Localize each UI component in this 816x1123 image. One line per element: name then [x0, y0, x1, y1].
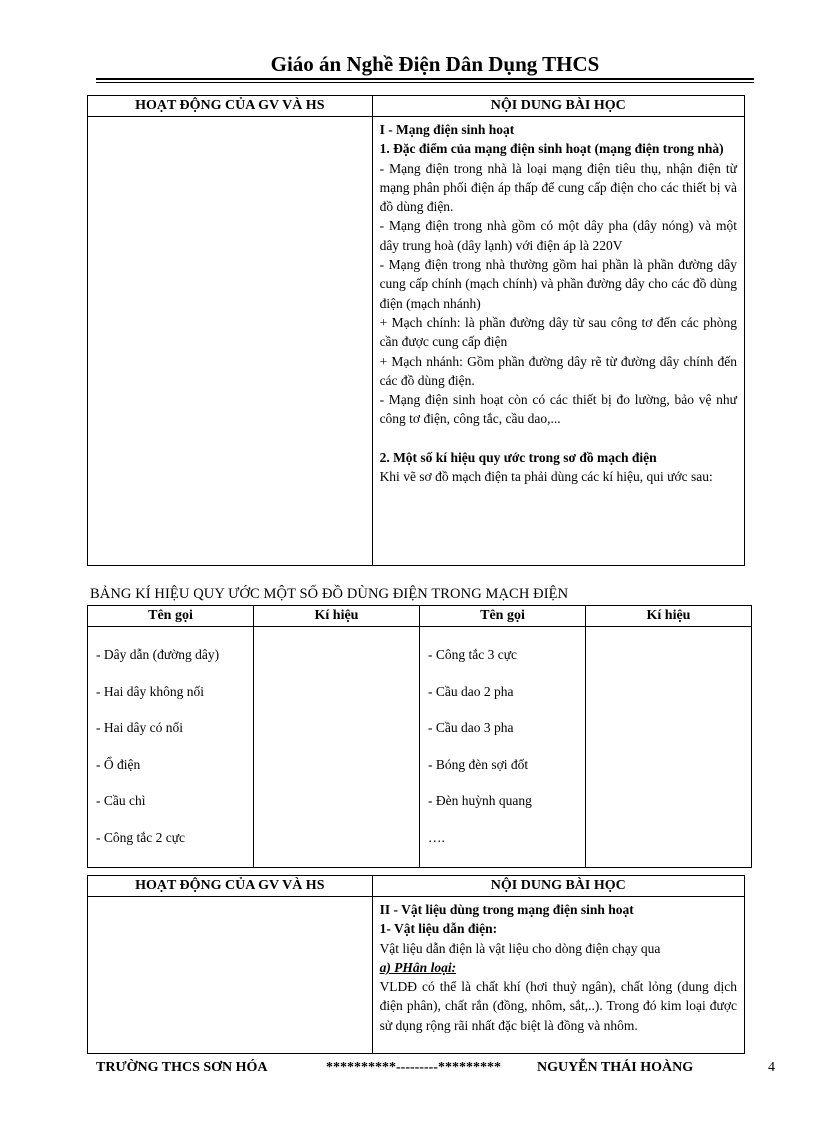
symbols-column-right: [586, 627, 752, 868]
footer-school: TRƯỜNG THCS SƠN HÓA: [96, 1060, 268, 1075]
list-item: - Hai dây có nối: [96, 720, 183, 736]
subsection-heading: a) PHân loại:: [379, 959, 457, 975]
column-header-activities: HOẠT ĐỘNG CỦA GV VÀ HS: [88, 96, 373, 117]
column-header-content: NỘI DUNG BÀI HỌC: [372, 876, 744, 897]
header-symbol: Kí hiệu: [586, 606, 752, 627]
paragraph: + Mạch chính: là phần đường dây từ sau công tơ đến các phòng cần được cung cấp điện: [379, 314, 737, 350]
paragraph: - Mạng điện sinh hoạt còn có các thiết bị đo lường, bảo vệ như công tơ điện, công tắc, cầu dao,...: [379, 392, 737, 427]
symbols-table-caption: BẢNG KÍ HIỆU QUY ƯỚC MỘT SỐ ĐỒ DÙNG ĐIỆN TRONG MẠCH ĐIỆN: [90, 586, 569, 602]
paragraph: - Mạng điện trong nhà thường gồm hai phần là phần đường dây cung cấp chính (mạch chính) và phần đường dây cho các đồ dùng điện (mạch nhánh): [379, 257, 737, 311]
list-item: ….: [428, 829, 445, 845]
page-title: Giáo án Nghề Điện Dân Dụng THCS: [270, 52, 600, 76]
paragraph: + Mạch nhánh: Gồm phần đường dây rẽ từ đường dây chính đến các đồ dùng điện.: [379, 353, 737, 388]
header-name: Tên gọi: [420, 606, 586, 627]
list-item: - Ổ điện: [96, 756, 141, 772]
list-item: - Cầu dao 3 pha: [428, 720, 514, 736]
list-item: - Cầu chì: [96, 793, 146, 809]
subsection-heading: 1. Đặc điểm của mạng điện sinh hoạt (mạng điện trong nhà): [379, 141, 724, 157]
list-item: - Dây dẫn (đường dây): [96, 647, 220, 662]
paragraph: Vật liệu dẫn điện là vật liệu cho dòng điện chạy qua: [379, 940, 661, 956]
column-header-content: NỘI DUNG BÀI HỌC: [372, 96, 744, 117]
symbols-table: [87, 605, 752, 868]
header-symbol: Kí hiệu: [254, 606, 420, 627]
footer-author: NGUYỄN THÁI HOÀNG: [537, 1060, 694, 1075]
section-heading: I - Mạng điện sinh hoạt: [379, 122, 515, 137]
symbols-column-left: [254, 627, 420, 868]
column-header-activities: HOẠT ĐỘNG CỦA GV VÀ HS: [88, 876, 373, 897]
list-item: - Công tắc 2 cực: [96, 829, 186, 845]
list-item: - Đèn huỳnh quang: [428, 793, 532, 809]
footer-separator: **********---------*********: [326, 1060, 501, 1075]
list-item: - Công tắc 3 cực: [428, 647, 518, 662]
paragraph: Khi vẽ sơ đồ mạch điện ta phải dùng các kí hiệu, qui ước sau:: [379, 469, 713, 485]
paragraph: VLDĐ có thể là chất khí (hơi thuỷ ngân), chất lỏng (dung dịch điện phân), chất rắn (đồng, nhôm, sắt,..). Trong đó kim loại được sử dụng rộng rãi nhất đặc biệt là đồng và nhôm.: [379, 979, 737, 1033]
list-item: - Bóng đèn sợi đốt: [428, 756, 529, 772]
section-heading: II - Vật liệu dùng trong mạng điện sinh hoạt: [379, 902, 634, 917]
page-number: 4: [768, 1060, 775, 1075]
paragraph: - Mạng điện trong nhà gồm có một dây pha (dây nóng) và một dây trung hoà (dây lạnh) với điện áp là 220V: [379, 218, 737, 253]
activities-cell: [88, 897, 373, 1054]
list-item: - Hai dây không nối: [96, 683, 204, 699]
paragraph: - Mạng điện trong nhà là loại mạng điện tiêu thụ, nhận điện từ mạng phân phối điện áp thấp để cung cấp điện cho các thiết bị và đồ dùng điện.: [379, 160, 737, 215]
names-column-right: [420, 627, 586, 868]
list-item: - Cầu dao 2 pha: [428, 683, 514, 699]
content-cell: [372, 117, 744, 566]
subsection-heading: 1- Vật liệu dẫn điện:: [379, 921, 498, 937]
header-rule-thick: [96, 78, 754, 80]
activities-cell: [88, 117, 373, 566]
lesson-table-1: [87, 95, 745, 566]
header-name: Tên gọi: [88, 606, 254, 627]
names-column-left: [88, 627, 254, 868]
lesson-table-2: [87, 875, 745, 1054]
subsection-heading: 2. Một số kí hiệu quy ước trong sơ đồ mạch điện: [379, 449, 657, 465]
content-cell: [372, 897, 744, 1054]
header-rule-thin: [96, 82, 754, 83]
